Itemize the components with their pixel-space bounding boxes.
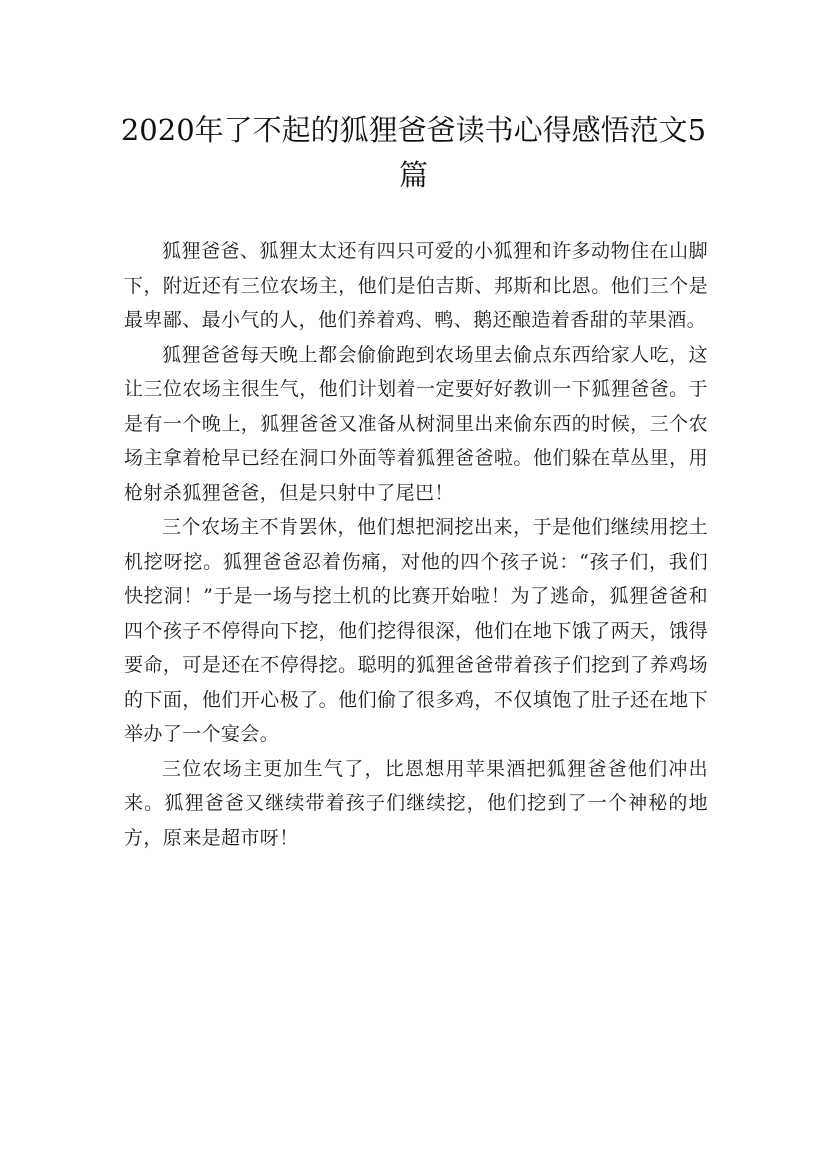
paragraph: 三个农场主不肯罢休，他们想把洞挖出来，于是他们继续用挖土机挖呀挖。狐狸爸爸忍着伤痛，对他的四个孩子说：“孩子们，我们快挖洞！”于是一场与挖土机的比赛开始啦！为了逃命，狐狸爸爸和四个孩子不停得向下挖，他们挖得很深，他们在地下饿了两天，饿得要命，可是还在不停得挖。聪明的狐狸爸爸带着孩子们挖到了养鸡场的下面，他们开心极了。他们偷了很多鸡，不仅填饱了肚子还在地下举办了一个宴会。 [124, 516, 708, 745]
paragraph: 狐狸爸爸、狐狸太太还有四只可爱的小狐狸和许多动物住在山脚下，附近还有三位农场主，他们是伯吉斯、邦斯和比恩。他们三个是最卑鄙、最小气的人，他们养着鸡、鸭、鹅还酿造着香甜的苹果酒。 [124, 240, 708, 331]
paragraph: 三位农场主更加生气了，比恩想用苹果酒把狐狸爸爸他们冲出来。狐狸爸爸又继续带着孩子们继续挖，他们挖到了一个神秘的地方，原来是超市呀！ [124, 757, 708, 849]
document-title: 2020年了不起的狐狸爸爸读书心得感悟范文5篇 [120, 113, 707, 192]
paragraph: 狐狸爸爸每天晚上都会偷偷跑到农场里去偷点东西给家人吃，这让三位农场主很生气，他们计划着一定要好好教训一下狐狸爸爸。于是有一个晚上，狐狸爸爸又准备从树洞里出来偷东西的时候，三个农场主拿着枪早已经在洞口外面等着狐狸爸爸啦。他们躲在草丛里，用枪射杀狐狸爸爸，但是只射中了尾巴！ [124, 343, 708, 504]
document-body [124, 234, 708, 855]
